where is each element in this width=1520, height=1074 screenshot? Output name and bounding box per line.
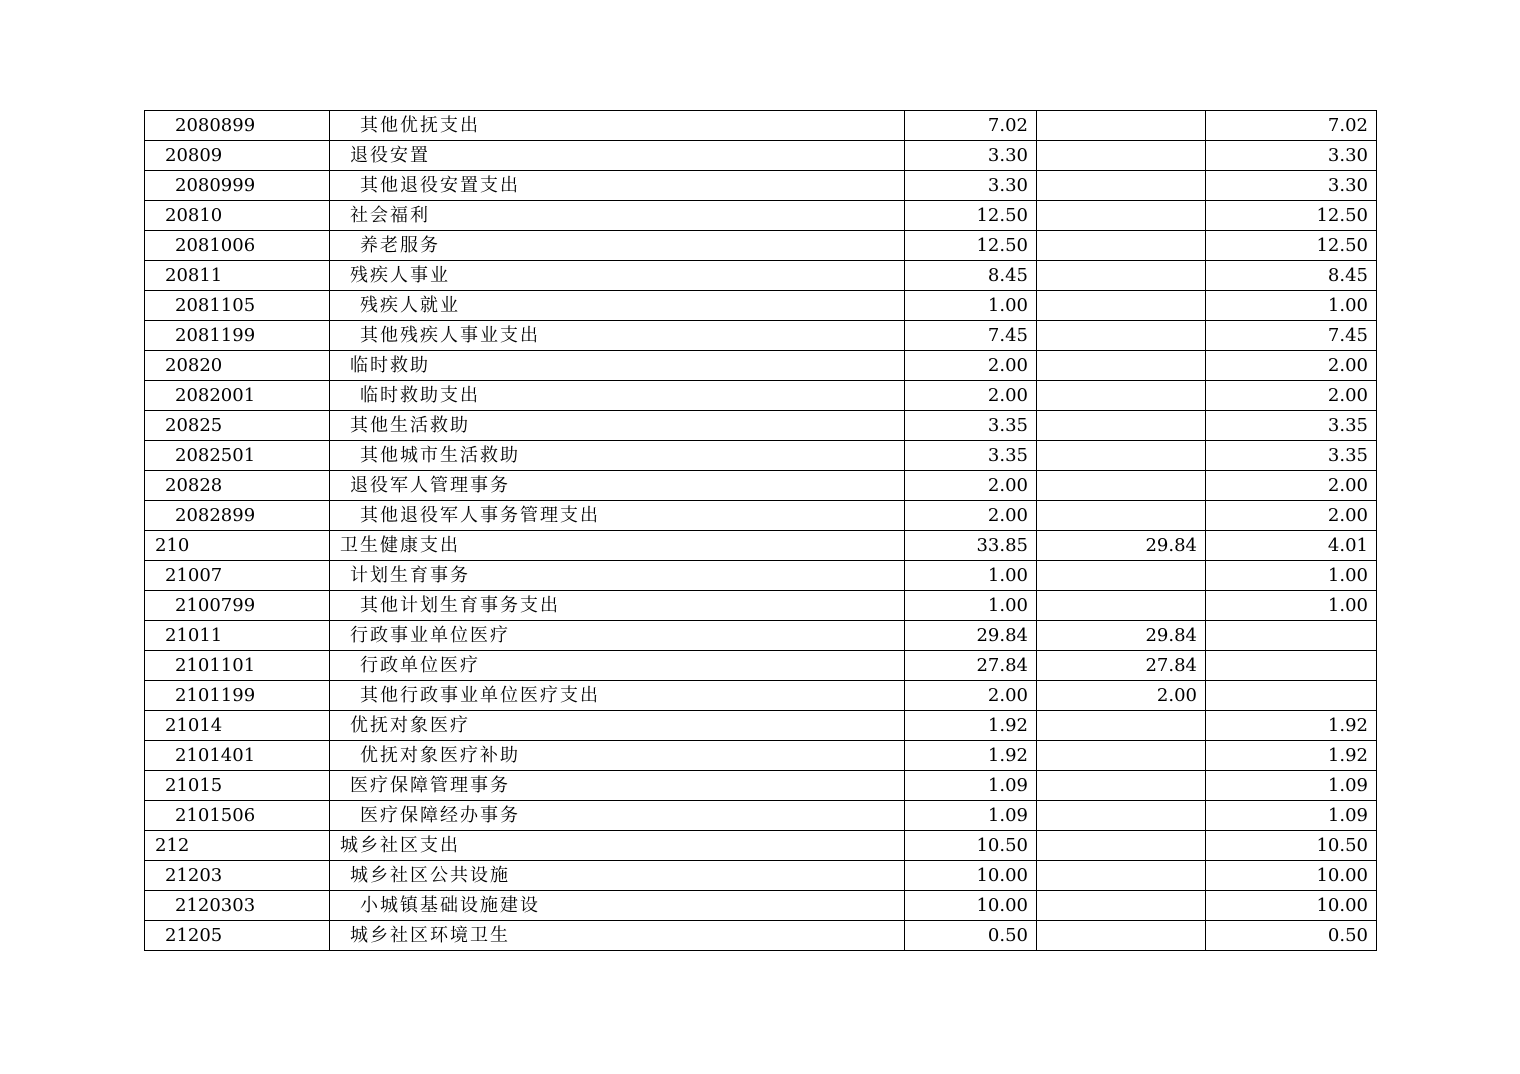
cell-project: 10.00 (1206, 861, 1377, 891)
cell-project: 3.35 (1206, 441, 1377, 471)
cell-code: 20811 (145, 261, 330, 291)
cell-code: 2100799 (145, 591, 330, 621)
cell-total: 1.00 (905, 291, 1037, 321)
cell-basic: 2.00 (1037, 681, 1206, 711)
cell-basic: 27.84 (1037, 651, 1206, 681)
cell-basic (1037, 831, 1206, 861)
cell-project: 3.35 (1206, 411, 1377, 441)
cell-total: 3.30 (905, 171, 1037, 201)
cell-code: 2082899 (145, 501, 330, 531)
cell-project: 2.00 (1206, 381, 1377, 411)
cell-code: 21007 (145, 561, 330, 591)
table-row (145, 891, 1377, 921)
cell-name: 其他残疾人事业支出 (330, 321, 905, 351)
table-row (145, 231, 1377, 261)
cell-code: 20810 (145, 201, 330, 231)
cell-total: 27.84 (905, 651, 1037, 681)
cell-code: 210 (145, 531, 330, 561)
cell-project: 12.50 (1206, 231, 1377, 261)
table-body (145, 111, 1377, 951)
cell-basic (1037, 411, 1206, 441)
cell-total: 1.92 (905, 711, 1037, 741)
table-row (145, 171, 1377, 201)
table-row (145, 651, 1377, 681)
cell-total: 3.35 (905, 411, 1037, 441)
cell-total: 1.09 (905, 801, 1037, 831)
cell-total: 0.50 (905, 921, 1037, 951)
cell-basic (1037, 111, 1206, 141)
budget-table (144, 110, 1377, 951)
cell-total: 2.00 (905, 381, 1037, 411)
cell-project: 1.09 (1206, 771, 1377, 801)
table-row (145, 921, 1377, 951)
cell-name: 医疗保障管理事务 (330, 771, 905, 801)
cell-basic (1037, 801, 1206, 831)
cell-basic (1037, 231, 1206, 261)
cell-basic (1037, 141, 1206, 171)
cell-code: 2082501 (145, 441, 330, 471)
cell-code: 2081199 (145, 321, 330, 351)
table-row (145, 501, 1377, 531)
cell-name: 社会福利 (330, 201, 905, 231)
cell-basic (1037, 741, 1206, 771)
cell-name: 行政单位医疗 (330, 651, 905, 681)
cell-code: 2101506 (145, 801, 330, 831)
cell-code: 2101101 (145, 651, 330, 681)
cell-name: 养老服务 (330, 231, 905, 261)
cell-project: 10.00 (1206, 891, 1377, 921)
cell-name: 其他优抚支出 (330, 111, 905, 141)
table-row (145, 861, 1377, 891)
table-row (145, 381, 1377, 411)
cell-total: 12.50 (905, 231, 1037, 261)
cell-name: 其他退役安置支出 (330, 171, 905, 201)
table-row (145, 531, 1377, 561)
cell-name: 残疾人事业 (330, 261, 905, 291)
cell-code: 20828 (145, 471, 330, 501)
cell-code: 212 (145, 831, 330, 861)
cell-basic: 29.84 (1037, 531, 1206, 561)
cell-project: 2.00 (1206, 351, 1377, 381)
cell-project (1206, 621, 1377, 651)
cell-project: 1.92 (1206, 741, 1377, 771)
cell-project: 1.00 (1206, 561, 1377, 591)
table-row (145, 471, 1377, 501)
table-row (145, 261, 1377, 291)
cell-code: 21015 (145, 771, 330, 801)
cell-total: 2.00 (905, 681, 1037, 711)
cell-total: 8.45 (905, 261, 1037, 291)
cell-total: 7.02 (905, 111, 1037, 141)
cell-total: 33.85 (905, 531, 1037, 561)
cell-basic (1037, 261, 1206, 291)
cell-code: 21014 (145, 711, 330, 741)
cell-name: 优抚对象医疗 (330, 711, 905, 741)
cell-name: 其他计划生育事务支出 (330, 591, 905, 621)
cell-project: 7.45 (1206, 321, 1377, 351)
cell-name: 临时救助 (330, 351, 905, 381)
cell-total: 3.35 (905, 441, 1037, 471)
cell-name: 其他城市生活救助 (330, 441, 905, 471)
cell-code: 2120303 (145, 891, 330, 921)
cell-code: 2082001 (145, 381, 330, 411)
cell-total: 1.92 (905, 741, 1037, 771)
cell-project: 1.92 (1206, 711, 1377, 741)
cell-project (1206, 681, 1377, 711)
cell-project: 2.00 (1206, 471, 1377, 501)
cell-total: 10.00 (905, 861, 1037, 891)
cell-name: 其他退役军人事务管理支出 (330, 501, 905, 531)
cell-total: 10.50 (905, 831, 1037, 861)
table-row (145, 711, 1377, 741)
table-row (145, 111, 1377, 141)
cell-name: 优抚对象医疗补助 (330, 741, 905, 771)
cell-name: 医疗保障经办事务 (330, 801, 905, 831)
table-row (145, 681, 1377, 711)
cell-name: 退役安置 (330, 141, 905, 171)
cell-name: 城乡社区公共设施 (330, 861, 905, 891)
cell-code: 2081006 (145, 231, 330, 261)
table-row (145, 441, 1377, 471)
table-row (145, 291, 1377, 321)
cell-total: 2.00 (905, 501, 1037, 531)
cell-code: 2101199 (145, 681, 330, 711)
cell-project: 4.01 (1206, 531, 1377, 561)
cell-basic (1037, 561, 1206, 591)
cell-total: 10.00 (905, 891, 1037, 921)
cell-project: 10.50 (1206, 831, 1377, 861)
cell-total: 2.00 (905, 351, 1037, 381)
table-row (145, 141, 1377, 171)
cell-basic (1037, 921, 1206, 951)
cell-basic (1037, 441, 1206, 471)
table-row (145, 411, 1377, 441)
cell-basic (1037, 861, 1206, 891)
table-row (145, 351, 1377, 381)
cell-basic (1037, 171, 1206, 201)
cell-basic (1037, 711, 1206, 741)
cell-project: 8.45 (1206, 261, 1377, 291)
cell-project: 7.02 (1206, 111, 1377, 141)
table-row (145, 771, 1377, 801)
cell-basic (1037, 351, 1206, 381)
cell-code: 21203 (145, 861, 330, 891)
cell-project: 3.30 (1206, 171, 1377, 201)
cell-total: 29.84 (905, 621, 1037, 651)
cell-name: 城乡社区支出 (330, 831, 905, 861)
table-row (145, 591, 1377, 621)
cell-code: 2080899 (145, 111, 330, 141)
cell-code: 2080999 (145, 171, 330, 201)
table-row (145, 201, 1377, 231)
cell-name: 其他生活救助 (330, 411, 905, 441)
table-row (145, 321, 1377, 351)
cell-name: 退役军人管理事务 (330, 471, 905, 501)
cell-basic (1037, 381, 1206, 411)
cell-basic (1037, 471, 1206, 501)
cell-name: 行政事业单位医疗 (330, 621, 905, 651)
cell-project: 1.00 (1206, 291, 1377, 321)
cell-project (1206, 651, 1377, 681)
cell-project: 12.50 (1206, 201, 1377, 231)
table-row (145, 831, 1377, 861)
cell-basic: 29.84 (1037, 621, 1206, 651)
cell-basic (1037, 291, 1206, 321)
cell-name: 残疾人就业 (330, 291, 905, 321)
cell-name: 小城镇基础设施建设 (330, 891, 905, 921)
cell-basic (1037, 771, 1206, 801)
cell-basic (1037, 321, 1206, 351)
cell-total: 3.30 (905, 141, 1037, 171)
cell-basic (1037, 201, 1206, 231)
cell-basic (1037, 891, 1206, 921)
cell-code: 21205 (145, 921, 330, 951)
cell-total: 1.09 (905, 771, 1037, 801)
cell-total: 12.50 (905, 201, 1037, 231)
cell-total: 7.45 (905, 321, 1037, 351)
table-row (145, 741, 1377, 771)
cell-code: 20809 (145, 141, 330, 171)
cell-name: 临时救助支出 (330, 381, 905, 411)
table-row (145, 621, 1377, 651)
cell-code: 20820 (145, 351, 330, 381)
cell-name: 计划生育事务 (330, 561, 905, 591)
cell-project: 1.00 (1206, 591, 1377, 621)
cell-total: 1.00 (905, 561, 1037, 591)
table-row (145, 561, 1377, 591)
cell-code: 2081105 (145, 291, 330, 321)
cell-basic (1037, 501, 1206, 531)
cell-project: 1.09 (1206, 801, 1377, 831)
cell-total: 2.00 (905, 471, 1037, 501)
cell-project: 2.00 (1206, 501, 1377, 531)
cell-basic (1037, 591, 1206, 621)
cell-name: 城乡社区环境卫生 (330, 921, 905, 951)
table-row (145, 801, 1377, 831)
cell-project: 0.50 (1206, 921, 1377, 951)
cell-code: 2101401 (145, 741, 330, 771)
cell-total: 1.00 (905, 591, 1037, 621)
cell-code: 21011 (145, 621, 330, 651)
cell-project: 3.30 (1206, 141, 1377, 171)
cell-code: 20825 (145, 411, 330, 441)
cell-name: 其他行政事业单位医疗支出 (330, 681, 905, 711)
cell-name: 卫生健康支出 (330, 531, 905, 561)
